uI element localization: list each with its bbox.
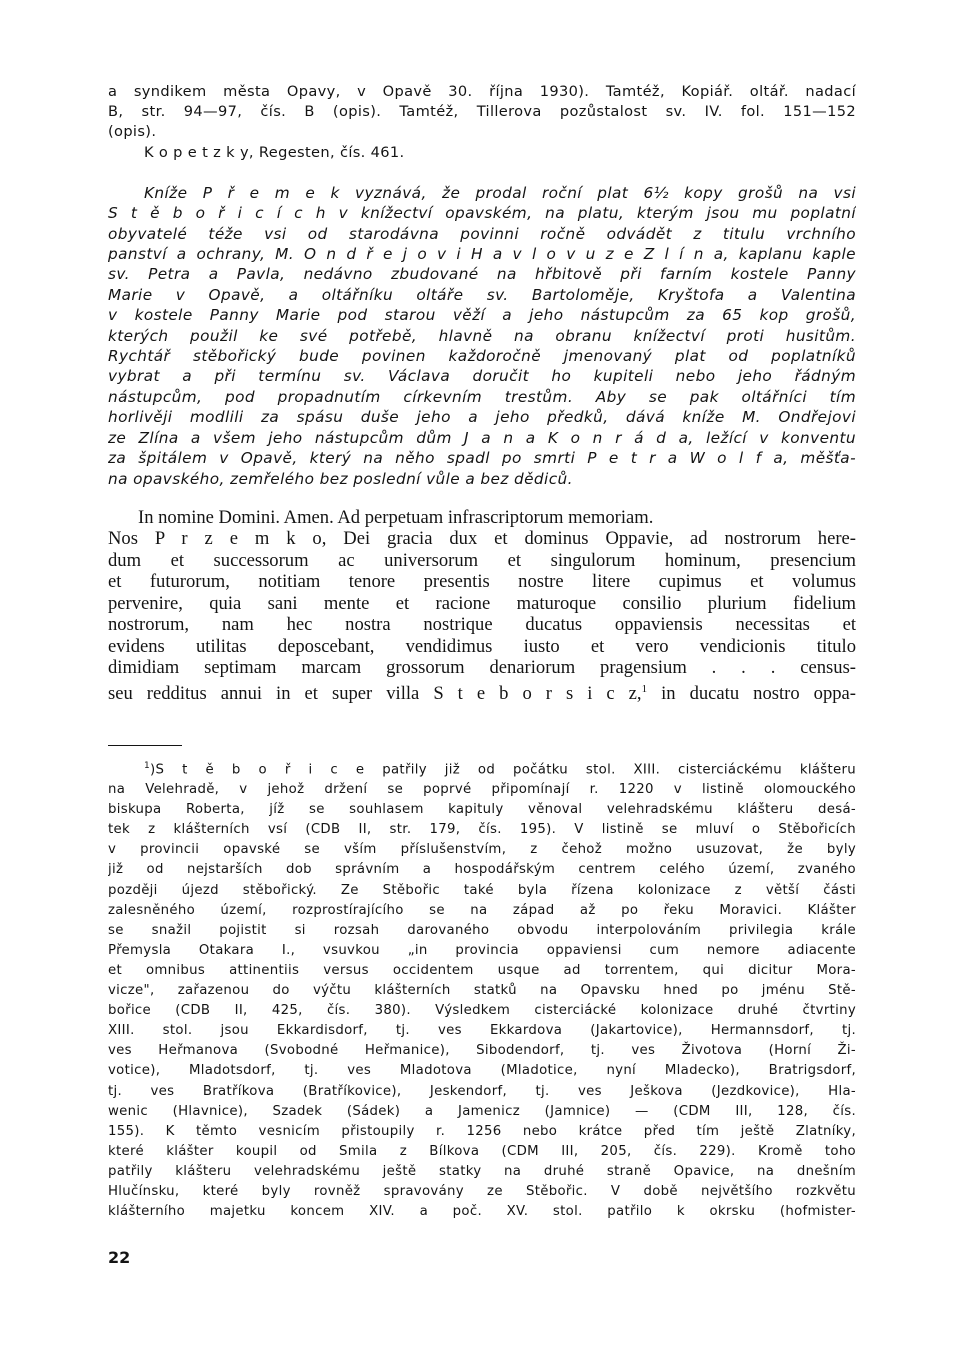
text-line: a syndikem města Opavy, v Opavě 30. října 1930). Tamtéž, Kopiář. oltář. nadací bbox=[108, 83, 856, 100]
text-line: pervenire, quia sani mente et racione maturoque consilio plurium fidelium bbox=[108, 592, 856, 614]
intro-paragraph bbox=[108, 82, 856, 163]
text-line: votice), Mladotsdorf, tj. ves Mladotova (Mladotice, nyní Mladecko), Bratrigsdorf, bbox=[108, 1063, 856, 1079]
page-body bbox=[108, 82, 856, 1222]
latin-charter-text bbox=[108, 507, 856, 705]
text-line: Rychtář stěbořický bude povinen každoročně jmenovaný plat od poplatníků bbox=[108, 347, 856, 366]
text-line: Přemysla Otakara I., vsuvkou „in provincia oppaviensi cum nemore adiacente bbox=[108, 942, 856, 958]
text-line: tj. ves Bratříkova (Bratříkovice), Jeskendorf, tj. ves Ješkova (Jezdkovice), Hla- bbox=[108, 1083, 856, 1099]
text-line: později újezd stěbořický. Ze Stěbořic také byla řízena kolonizace z větší části bbox=[108, 882, 856, 898]
footnote-reference: 1 bbox=[641, 682, 648, 695]
text-line: panství a ochrany, M. O n d ř e j o v i H a v l o v u z e Z l í n a, kaplanu kaple bbox=[108, 245, 856, 264]
text-line: Nos P r z e m k o, Dei gracia dux et dominus Oppavie, ad nostrorum here- bbox=[108, 528, 856, 550]
text-line bbox=[108, 756, 856, 781]
text-line: Kníže P ř e m e k vyznává, že prodal roční plat 6½ kopy grošů na vsi bbox=[144, 183, 856, 202]
text-line: již od nejstarších dob správním a hospodářským centrem celého území, zvaného bbox=[108, 862, 856, 878]
text-line: wenic (Hlavnice), Szadek (Sádek) a Jamenicz (Jamnice) — (CDM III, 128, čís. bbox=[108, 1103, 856, 1119]
text-line: za špitálem v Opavě, který na něho spadl po smrti P e t r a W o l f a, měšťa- bbox=[108, 449, 856, 468]
text-line: vicze", zařazenou do výčtu klášterních statků na Opavsku hned po jménu Stě- bbox=[108, 983, 856, 999]
text-line: v kostele Panny Marie pod starou věží a jeho nástupcům za 65 kop grošů, bbox=[108, 306, 856, 325]
text-segment: in ducatu nostro oppa- bbox=[647, 683, 856, 705]
text-line: sv. Petra a Pavla, nedávno zbudované na hřbitově při farním kostele Panny bbox=[108, 265, 856, 284]
text-line: dum et successorum ac universorum et singulorum hominum, presencium bbox=[108, 549, 856, 571]
text-line: zalesněného území, rozprostírajícího se na západ až po řeku Moravici. Klášter bbox=[108, 902, 856, 918]
text-line: kterých použil ke své potřebě, hlavně na obranu knížectví proti husitům. bbox=[108, 326, 856, 345]
text-line: 155). K těmto vesnicím přistoupily r. 1256 nebo krátce před tím ještě Zlatníky, bbox=[108, 1123, 856, 1139]
text-line: klášterního majetku koncem XIV. a poč. XV. stol. patřilo k okrsku (hofmister- bbox=[108, 1204, 856, 1220]
page-number: 22 bbox=[108, 1248, 131, 1267]
footnote-marker: 1 bbox=[144, 760, 151, 771]
text-line: (opis). bbox=[108, 123, 157, 141]
text-line: dimidiam septimam marcam grossorum denariorum pragensium . . . census- bbox=[108, 657, 856, 679]
text-line: K o p e t z k y, Regesten, čís. 461. bbox=[144, 143, 405, 161]
text-line: vybrat a při termínu sv. Václava doručit ho kupiteli nebo jeho řádným bbox=[108, 367, 856, 386]
text-line: které klášter koupil od Smila z Bílkova (CDM III, 205, čís. 229). Kromě toho bbox=[108, 1143, 856, 1159]
text-segment: seu redditus annui in et super villa S t e b o r s i c z, bbox=[108, 683, 642, 705]
text-line: ze Zlína a všem jeho nástupcům dům J a n a K o n r á d a, ležící v konventu bbox=[108, 428, 856, 447]
text-line: evidens utilitas deposcebant, vendidimus iusto et vero vendicionis titulo bbox=[108, 635, 856, 657]
text-line: S t ě b o ř i c í c h v knížectví opavském, na platu, kterým jsou mu poplatní bbox=[108, 204, 856, 223]
text-line: se snažil pojistit si rozsah darovaného obvodu interpolováním privilegia krále bbox=[108, 922, 856, 938]
text-line: nástupcům, pod propadnutím církevním trestům. Aby se pak oltářníci tím bbox=[108, 387, 856, 406]
text-line: v provincii opavské se vším příslušenstvím, z čehož možno usuzovat, že byly bbox=[108, 842, 856, 858]
footnote bbox=[108, 756, 856, 1223]
text-line: bořice (CDB II, 425, čís. 380). Výsledkem cisterciácké kolonizace druhé čtvrtiny bbox=[108, 1003, 856, 1019]
text-line: et futurorum, notitiam tenore presentis nostre litere cupimus et volumus bbox=[108, 571, 856, 593]
text-line: ves Heřmanova (Svobodné Heřmanice), Sibodendorf, tj. ves Životova (Horní Ži- bbox=[108, 1043, 856, 1059]
text-line: patřily klášteru velehradskému ještě statky na druhé straně Opavice, na dnešním bbox=[108, 1163, 856, 1179]
text-line: nostrorum, nam hec nostra nostrique ducatus oppaviensis necessitas et bbox=[108, 614, 856, 636]
text-line: In nomine Domini. Amen. Ad perpetuam infrascriptorum memoriam. bbox=[138, 506, 654, 528]
text-line: Hlučínsku, které byly rovněž spravovány ze Stěbořic. V době největšího rozkvětu bbox=[108, 1183, 856, 1199]
text-line: Marie v Opavě, a oltářníku oltáře sv. Bartoloměje, Kryštofa a Valentina bbox=[108, 285, 856, 304]
text-line: horlivěji modlili za spásu duše jeho a jeho předků, dává kníže M. Ondřejovi bbox=[108, 408, 856, 427]
text-line: et omnibus attinentiis versus occidentem usque ad torrentem, qui dicitur Mora- bbox=[108, 962, 856, 978]
regest-paragraph bbox=[108, 183, 856, 489]
text-line: XIII. stol. jsou Ekkardisdorf, tj. ves Ekkardova (Jakartovice), Hermannsdorf, tj. bbox=[108, 1023, 856, 1039]
text-line: na Velehradě, v jehož držení se poprvé připomínají r. 1220 v listině olomouckého bbox=[108, 782, 856, 798]
text-line: tek z klášterních vsí (CDB II, str. 179, čís. 195). V listině se mluví o Stěbořicích bbox=[108, 822, 856, 838]
text-line: na opavského, zemřelého bez poslední vůle a bez dědiců. bbox=[108, 469, 573, 488]
footnote-divider bbox=[108, 745, 182, 746]
text-line: obyvatelé téže vsi od starodávna povinni ročně odvádět z titulu vrchního bbox=[108, 224, 856, 243]
text-line bbox=[108, 679, 856, 705]
text-segment: )S t ě b o ř i c e patřily již od počátku stol. XIII. cisterciáckému klášteru bbox=[150, 762, 856, 778]
text-line: biskupa Roberta, jíž se souhlasem kapituly věnoval velehradskému klášteru desá- bbox=[108, 802, 856, 818]
text-line: B, str. 94—97, čís. B (opis). Tamtéž, Tillerova pozůstalost sv. IV. fol. 151—152 bbox=[108, 103, 856, 121]
